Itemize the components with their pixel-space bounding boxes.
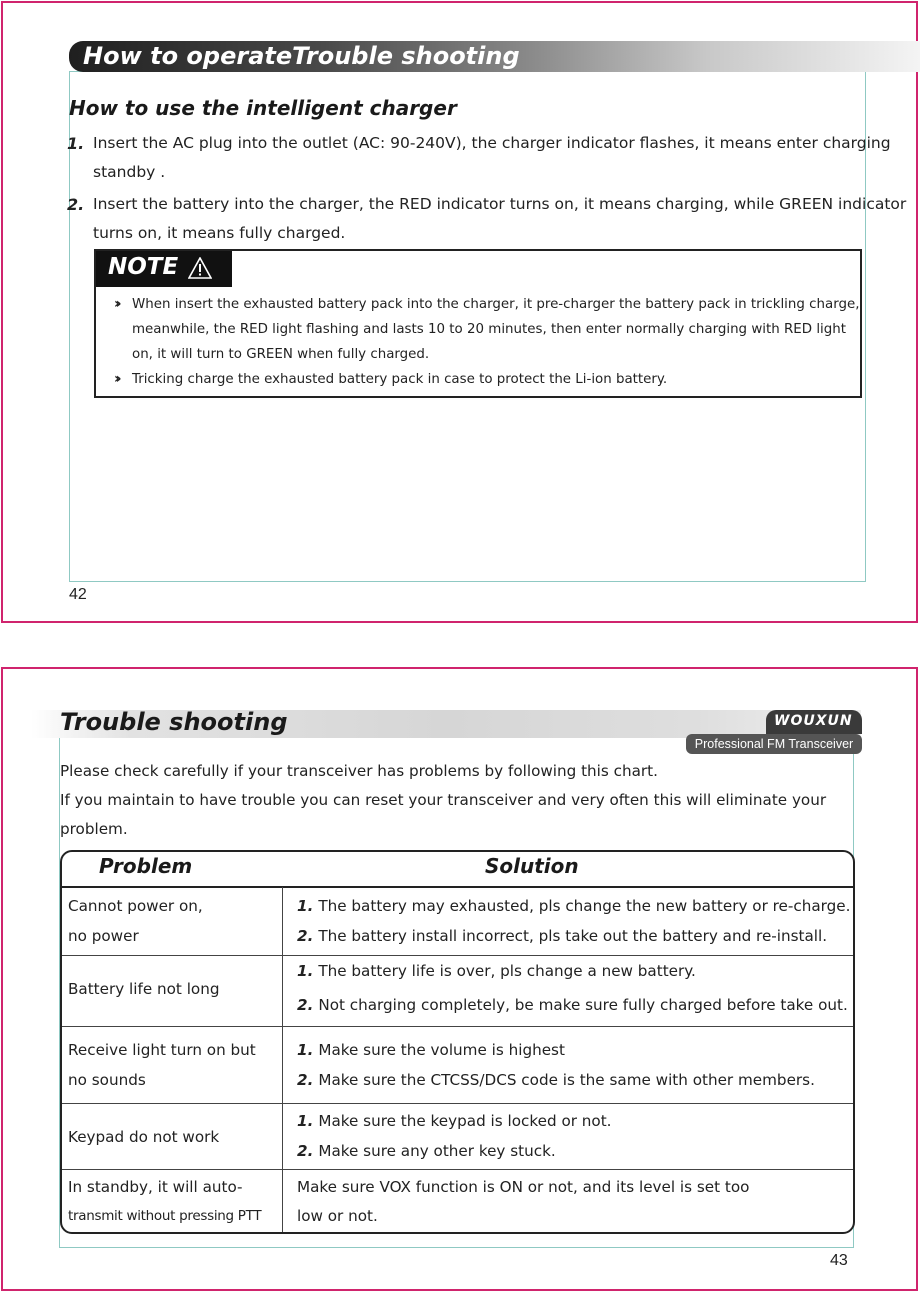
- note-label: NOTE: [108, 254, 179, 280]
- solution-line: low or not.: [297, 1207, 378, 1225]
- problem-line: Cannot power on,: [68, 897, 203, 915]
- solution-number: 2.: [297, 1142, 314, 1160]
- header-divider: [62, 886, 853, 888]
- note-line-row: [132, 342, 429, 368]
- solution-number: 1.: [297, 1041, 314, 1059]
- double-chevron-right-icon: ››: [114, 296, 118, 312]
- double-chevron-right-icon: ››: [114, 371, 118, 387]
- solution-number: 2.: [297, 927, 314, 945]
- warning-triangle-icon: [188, 257, 212, 279]
- solution-text: Make sure any other key stuck.: [318, 1142, 556, 1160]
- page-number: 43: [830, 1252, 848, 1269]
- header-banner-title: Trouble shooting: [60, 708, 288, 736]
- column-divider: [282, 887, 283, 1232]
- solution-line: [297, 891, 850, 921]
- solution-text: Make sure the CTCSS/DCS code is the same with other members.: [318, 1071, 815, 1089]
- note-item-1: [114, 292, 860, 318]
- logo-tagline: Professional FM Transceiver: [686, 734, 862, 754]
- solution-text: The battery life is over, pls change a new battery.: [318, 962, 696, 980]
- step-1: [67, 129, 891, 187]
- header-banner-title: How to operateTrouble shooting: [83, 42, 520, 70]
- step-text-line: turns on, it means fully charged.: [93, 224, 346, 242]
- problem-line: no power: [68, 927, 139, 945]
- page-42: [1, 1, 918, 623]
- row-divider: [62, 1169, 853, 1170]
- step-text-line: Insert the AC plug into the outlet (AC: 90-240V), the charger indicator flashes, it means enter charging: [93, 134, 891, 152]
- step-number: 2.: [67, 195, 85, 214]
- note-box: [94, 249, 862, 398]
- step-2: [67, 190, 907, 248]
- solution-line: Make sure VOX function is ON or not, and its level is set too: [297, 1178, 750, 1196]
- solution-line: [297, 1065, 815, 1095]
- brand-logo: [686, 710, 862, 754]
- logo-brand-name: WOUXUN: [774, 713, 853, 729]
- solution-line: [297, 990, 848, 1020]
- problem-line: In standby, it will auto-: [68, 1178, 243, 1196]
- step-text-line: standby .: [93, 163, 166, 181]
- solution-text: Make sure the keypad is locked or not.: [318, 1112, 612, 1130]
- intro-line: If you maintain to have trouble you can reset your transceiver and very often this will eliminate your: [60, 791, 827, 809]
- solution-number: 2.: [297, 996, 314, 1014]
- page-43: [1, 667, 918, 1291]
- header-solution: Solution: [485, 854, 579, 878]
- step-text-line: Insert the battery into the charger, the RED indicator turns on, it means charging, while GREEN indicator: [93, 195, 907, 213]
- solution-number: 2.: [297, 1071, 314, 1089]
- solution-line: [297, 956, 696, 986]
- solution-text: Not charging completely, be make sure fully charged before take out.: [318, 996, 848, 1014]
- solution-number: 1.: [297, 897, 314, 915]
- section-title: How to use the intelligent charger: [69, 96, 457, 120]
- header-banner: [69, 41, 920, 72]
- problem-line: Battery life not long: [68, 980, 220, 998]
- solution-text: The battery may exhausted, pls change the new battery or re-charge.: [318, 897, 851, 915]
- problem-line: no sounds: [68, 1071, 146, 1089]
- solution-text: The battery install incorrect, pls take out the battery and re-install.: [318, 927, 828, 945]
- solution-line: [297, 1035, 565, 1065]
- note-line: meanwhile, the RED light flashing and lasts 10 to 20 minutes, then enter normally charging with RED light: [132, 322, 846, 337]
- solution-text: Make sure the volume is highest: [318, 1041, 565, 1059]
- note-label-tag: [96, 251, 232, 287]
- note-line-row: [132, 317, 846, 343]
- header-problem: Problem: [99, 854, 193, 878]
- solution-line: [297, 1106, 612, 1136]
- intro-line: problem.: [60, 820, 128, 838]
- problem-line: Keypad do not work: [68, 1128, 220, 1146]
- note-line: Tricking charge the exhausted battery pack in case to protect the Li-ion battery.: [132, 372, 668, 387]
- intro-line: Please check carefully if your transceiver has problems by following this chart.: [60, 762, 658, 780]
- solution-line: [297, 921, 827, 951]
- solution-number: 1.: [297, 962, 314, 980]
- solution-number: 1.: [297, 1112, 314, 1130]
- step-number: 1.: [67, 134, 85, 153]
- trouble-table: [60, 850, 855, 1234]
- problem-line: transmit without pressing PTT: [68, 1208, 262, 1224]
- logo-brand-plate: [766, 710, 862, 734]
- problem-line: Receive light turn on but: [68, 1041, 256, 1059]
- note-line: on, it will turn to GREEN when fully charged.: [132, 347, 430, 362]
- note-line: When insert the exhausted battery pack into the charger, it pre-charger the battery pack in trickling charge,: [132, 297, 860, 312]
- row-divider: [62, 1103, 853, 1104]
- note-item-2: [114, 367, 668, 393]
- row-divider: [62, 1026, 853, 1027]
- page-number: 42: [69, 586, 87, 603]
- solution-line: [297, 1136, 556, 1166]
